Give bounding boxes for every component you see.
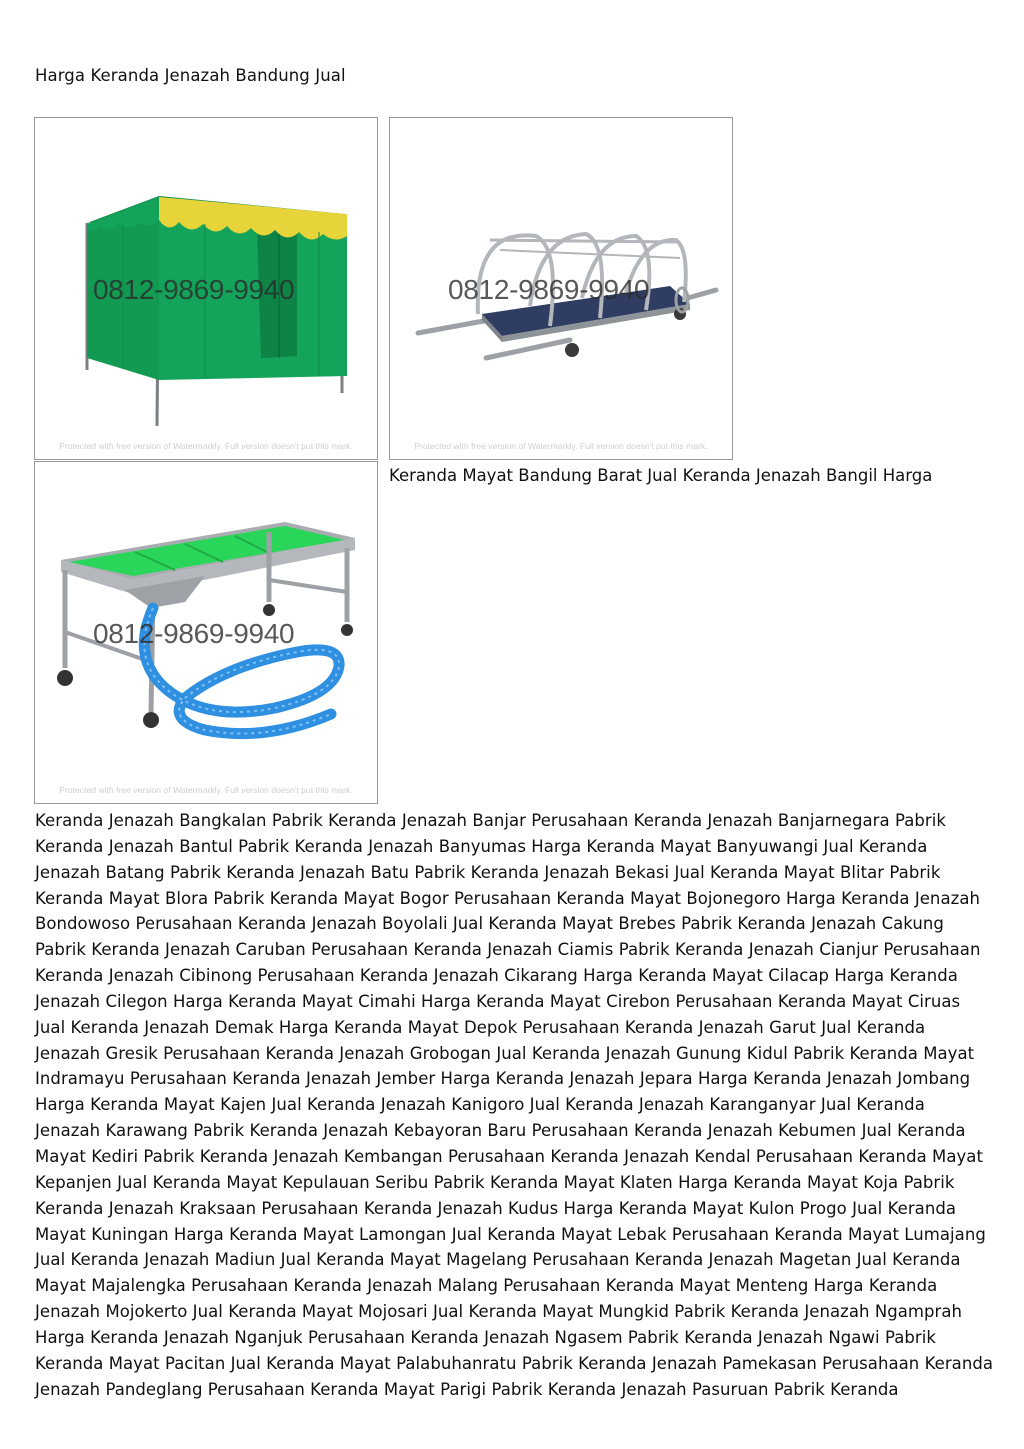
document-title: Harga Keranda Jenazah Bandung Jual	[35, 66, 346, 85]
watermark-notice: Protected with free version of Watermarkly. Full version doesn't put this mark.	[59, 441, 353, 451]
phone-number-watermark: 0812-9869-9940	[93, 274, 295, 305]
body-paragraph: Keranda Jenazah Bangkalan Pabrik Keranda Jenazah Banjar Perusahaan Keranda Jenazah Banjarnegara Pabrik Keranda Jenazah Bantul Pabrik Keranda Jenazah Banyumas Harga Keranda Mayat Banyuwangi Jual Keranda Jenazah Batang Pabrik Keranda Jenazah Batu Pabrik Keranda Jenazah Bekasi Jual Keranda Mayat Blitar Pabrik Keranda Mayat Blora Pabrik Keranda Mayat Bogor Perusahaan Keranda Mayat Bojonegoro Harga Keranda Jenazah Bondowoso Perusahaan Keranda Jenazah Boyolali Jual Keranda Mayat Brebes Pabrik Keranda Jenazah Cakung Pabrik Keranda Jenazah Caruban Perusahaan Keranda Jenazah Ciamis Pabrik Keranda Jenazah Cianjur Perusahaan Keranda Jenazah Cibinong Perusahaan Keranda Jenazah Cikarang Harga Keranda Mayat Cilacap Harga Keranda Jenazah Cilegon Harga Keranda Mayat Cimahi Harga Keranda Mayat Cirebon Perusahaan Keranda Mayat Ciruas Jual Keranda Jenazah Demak Harga Keranda Mayat Depok Perusahaan Keranda Jenazah Garut Jual Keranda Jenazah Gresik Perusahaan Keranda Jenazah Grobogan Jual Keranda Jenazah Gunung Kidul Pabrik Keranda Mayat Indramayu Perusahaan Keranda Jenazah Jember Harga Keranda Jenazah Jepara Harga Keranda Jenazah Jombang Harga Keranda Mayat Kajen Jual Keranda Jenazah Kanigoro Jual Keranda Jenazah Karanganyar Jual Keranda Jenazah Karawang Pabrik Keranda Jenazah Kebayoran Baru Perusahaan Keranda Jenazah Kebumen Jual Keranda Mayat Kediri Pabrik Keranda Jenazah Kembangan Perusahaan Keranda Jenazah Kendal Perusahaan Keranda Mayat Kepanjen Jual Keranda Mayat Kepulauan Seribu Pabrik Keranda Mayat Klaten Harga Keranda Mayat Koja Pabrik Keranda Jenazah Kraksaan Perusahaan Keranda Jenazah Kudus Harga Keranda Mayat Kulon Progo Jual Keranda Mayat Kuningan Harga Keranda Mayat Lamongan Jual Keranda Mayat Lebak Perusahaan Keranda Mayat Lumajang Jual Keranda Jenazah Madiun Jual Keranda Mayat Magelang Perusahaan Keranda Jenazah Magetan Jual Keranda Mayat Majalengka Perusahaan Keranda Jenazah Malang Perusahaan Keranda Mayat Menteng Harga Keranda Jenazah Mojokerto Jual Keranda Mayat Mojosari Jual Keranda Mayat Mungkid Pabrik Keranda Jenazah Ngamprah Harga Keranda Jenazah Nganjuk Perusahaan Keranda Jenazah Ngasem Pabrik Keranda Jenazah Ngawi Pabrik Keranda Mayat Pacitan Jual Keranda Mayat Palabuhanratu Pabrik Keranda Jenazah Pamekasan Perusahaan Keranda Jenazah Pandeglang Perusahaan Keranda Mayat Parigi Pabrik Keranda Jenazah Pasuruan Pabrik Keranda	[35, 811, 994, 1399]
phone-number-watermark: 0812-9869-9940	[93, 618, 295, 649]
product-photo-tent	[34, 117, 378, 460]
image-caption: Keranda Mayat Bandung Barat Jual Keranda Jenazah Bangil Harga	[389, 466, 933, 485]
product-photo-stretcher	[389, 117, 733, 460]
product-photo-washing-table	[34, 461, 378, 804]
watermark-notice: Protected with free version of Watermarkly. Full version doesn't put this mark.	[414, 441, 708, 451]
watermark-notice: Protected with free version of Watermarkly. Full version doesn't put this mark.	[59, 785, 353, 795]
phone-number-watermark: 0812-9869-9940	[448, 274, 650, 305]
